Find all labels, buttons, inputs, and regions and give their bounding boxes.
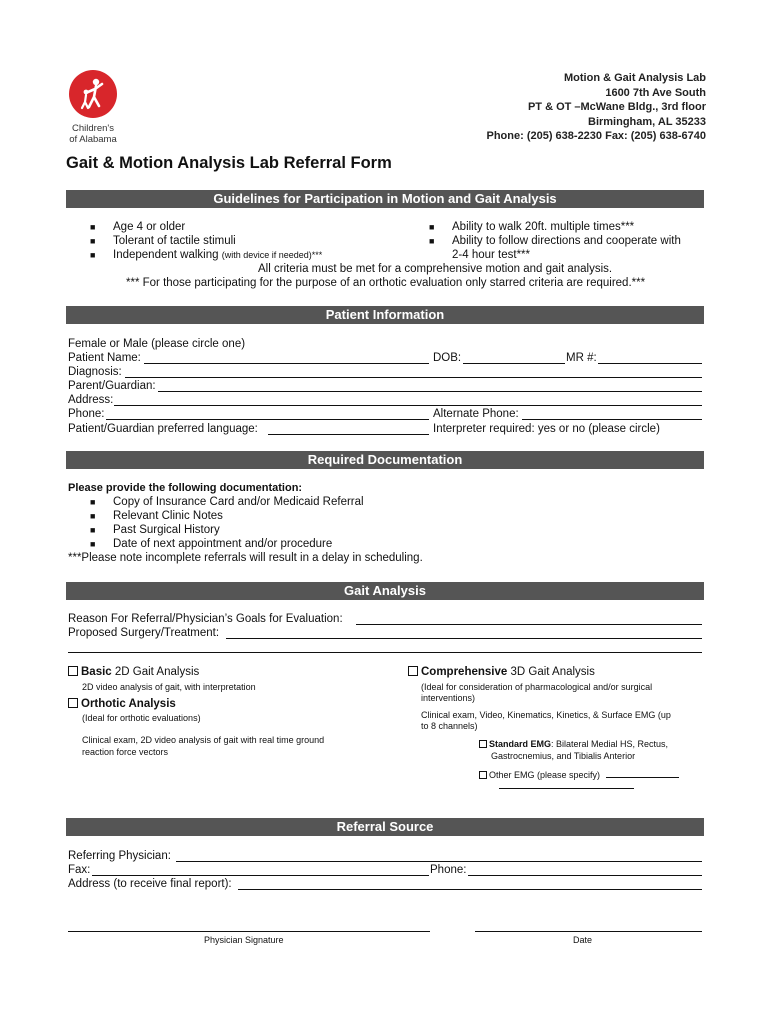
bullet-icon: ■	[90, 222, 96, 232]
comprehensive-checkbox[interactable]	[408, 666, 418, 676]
basic-desc: 2D video analysis of gait, with interpretation	[82, 682, 256, 692]
orthotic-ideal: (Ideal for orthotic evaluations)	[82, 713, 201, 723]
lab-street: 1600 7th Ave South	[605, 86, 706, 99]
interpreter-field[interactable]: Interpreter required: yes or no (please circle)	[433, 423, 660, 435]
diagnosis-input[interactable]	[125, 377, 702, 378]
bullet-icon: ■	[90, 511, 96, 521]
guideline-left-3-note: (with device if needed)***	[221, 250, 323, 260]
logo-line2: of Alabama	[69, 134, 117, 145]
orthotic-checkbox[interactable]	[68, 698, 78, 708]
referral-phone-input[interactable]	[468, 875, 702, 876]
lab-name: Motion & Gait Analysis Lab	[564, 72, 706, 84]
dob-input[interactable]	[463, 363, 565, 364]
guideline-left-1: Age 4 or older	[113, 221, 186, 233]
guideline-right-2: Ability to follow directions and cooperate with	[452, 235, 681, 247]
report-address-label: Address (to receive final report):	[68, 878, 232, 890]
doc-item-4: Date of next appointment and/or procedure	[113, 538, 333, 550]
phone-label: Phone:	[68, 408, 105, 420]
other-emg-input-line2[interactable]	[499, 788, 634, 789]
physician-signature-input[interactable]	[68, 931, 430, 932]
lab-address	[486, 71, 706, 144]
starred-note: *** For those participating for the purpose of an orthotic evaluation only starred criteria are required.***	[126, 277, 646, 289]
doc-item-3: Past Surgical History	[113, 524, 220, 536]
address-input[interactable]	[114, 405, 702, 406]
alt-phone-label: Alternate Phone:	[433, 408, 519, 420]
lab-bldg: PT & OT –McWane Bldg., 3rd floor	[527, 101, 706, 113]
standard-emg-option[interactable]: Standard EMG: Bilateral Medial HS, Rectus,	[479, 737, 668, 751]
comp-desc-1: Clinical exam, Video, Kinematics, Kinetics, & Surface EMG (up	[421, 710, 671, 720]
bullet-icon: ■	[90, 497, 96, 507]
comp-ideal-1: (Ideal for consideration of pharmacological and/or surgical	[421, 682, 653, 692]
phone-input[interactable]	[106, 419, 429, 420]
patient-name-label: Patient Name:	[68, 352, 141, 364]
logo-line1: Children's	[72, 123, 114, 134]
standard-emg-line2: Gastrocnemius, and Tibialis Anterior	[491, 751, 636, 761]
referral-phone-label: Phone:	[430, 864, 467, 876]
orthotic-desc-1: Clinical exam, 2D video analysis of gait with real time ground	[82, 735, 325, 745]
childrens-logo	[62, 70, 124, 145]
date-label: Date	[573, 935, 593, 945]
bullet-icon: ■	[90, 236, 96, 246]
diagnosis-label: Diagnosis:	[68, 366, 122, 378]
reason-label: Reason For Referral/Physician’s Goals for Evaluation:	[68, 613, 343, 625]
documentation-heading: Required Documentation	[66, 451, 704, 469]
page-title: Gait & Motion Analysis Lab Referral Form	[66, 154, 392, 172]
other-emg-option[interactable]: Other EMG (please specify)	[479, 768, 600, 782]
bullet-icon: ■	[429, 236, 435, 246]
standard-emg-checkbox[interactable]	[479, 740, 487, 748]
guideline-left-3: Independent walking (with device if needed)***	[113, 249, 323, 261]
basic-checkbox[interactable]	[68, 666, 78, 676]
guidelines-heading: Guidelines for Participation in Motion and Gait Analysis	[66, 190, 704, 208]
fax-input[interactable]	[92, 875, 429, 876]
mr-input[interactable]	[598, 363, 702, 364]
report-address-input[interactable]	[238, 889, 702, 890]
surgery-input[interactable]	[226, 638, 702, 639]
dob-label: DOB:	[433, 352, 462, 364]
mr-label: MR #:	[566, 352, 597, 364]
basic-option[interactable]: Basic 2D Gait Analysis	[68, 665, 199, 679]
patient-name-input[interactable]	[144, 363, 429, 364]
other-emg-checkbox[interactable]	[479, 771, 487, 779]
fax-label: Fax:	[68, 864, 91, 876]
language-label: Patient/Guardian preferred language:	[68, 423, 258, 435]
gait-heading: Gait Analysis	[66, 582, 704, 600]
date-input[interactable]	[475, 931, 702, 932]
documentation-intro: Please provide the following documentation:	[68, 482, 303, 494]
referring-physician-label: Referring Physician:	[68, 850, 171, 862]
referring-physician-input[interactable]	[176, 861, 702, 862]
language-input[interactable]	[268, 434, 429, 435]
other-emg-input[interactable]	[606, 777, 679, 778]
alt-phone-input[interactable]	[522, 419, 702, 420]
comp-desc-2: to 8 channels)	[421, 721, 478, 731]
guideline-right-3: 2-4 hour test***	[452, 249, 530, 261]
bullet-icon: ■	[90, 525, 96, 535]
guideline-left-2: Tolerant of tactile stimuli	[113, 235, 236, 247]
surgery-input-line2[interactable]	[68, 652, 702, 653]
referral-heading: Referral Source	[66, 818, 704, 836]
bullet-icon: ■	[90, 539, 96, 549]
lab-phone: Phone: (205) 638-2230 Fax: (205) 638-6740	[486, 130, 706, 142]
address-label: Address:	[68, 394, 114, 406]
comprehensive-option[interactable]: Comprehensive 3D Gait Analysis	[408, 665, 595, 679]
surgery-label: Proposed Surgery/Treatment:	[68, 627, 220, 639]
bullet-icon: ■	[90, 250, 96, 260]
childrens-figures-icon	[69, 70, 117, 118]
lab-city: Birmingham, AL 35233	[588, 115, 706, 128]
doc-item-2: Relevant Clinic Notes	[113, 510, 223, 522]
physician-signature-label: Physician Signature	[204, 935, 284, 945]
orthotic-desc-2: reaction force vectors	[82, 747, 169, 757]
patient-heading: Patient Information	[66, 306, 704, 324]
guardian-label: Parent/Guardian:	[68, 380, 156, 392]
doc-item-1: Copy of Insurance Card and/or Medicaid Referral	[113, 496, 364, 508]
sex-field[interactable]: Female or Male (please circle one)	[68, 338, 246, 350]
guardian-input[interactable]	[158, 391, 702, 392]
bullet-icon: ■	[429, 222, 435, 232]
reason-input[interactable]	[356, 624, 702, 625]
documentation-note: ***Please note incomplete referrals will result in a delay in scheduling.	[68, 552, 423, 564]
criteria-note: All criteria must be met for a comprehensive motion and gait analysis.	[258, 263, 613, 275]
comp-ideal-2: interventions)	[421, 693, 476, 703]
orthotic-option[interactable]: Orthotic Analysis	[68, 697, 176, 711]
guideline-right-1: Ability to walk 20ft. multiple times***	[452, 221, 635, 233]
